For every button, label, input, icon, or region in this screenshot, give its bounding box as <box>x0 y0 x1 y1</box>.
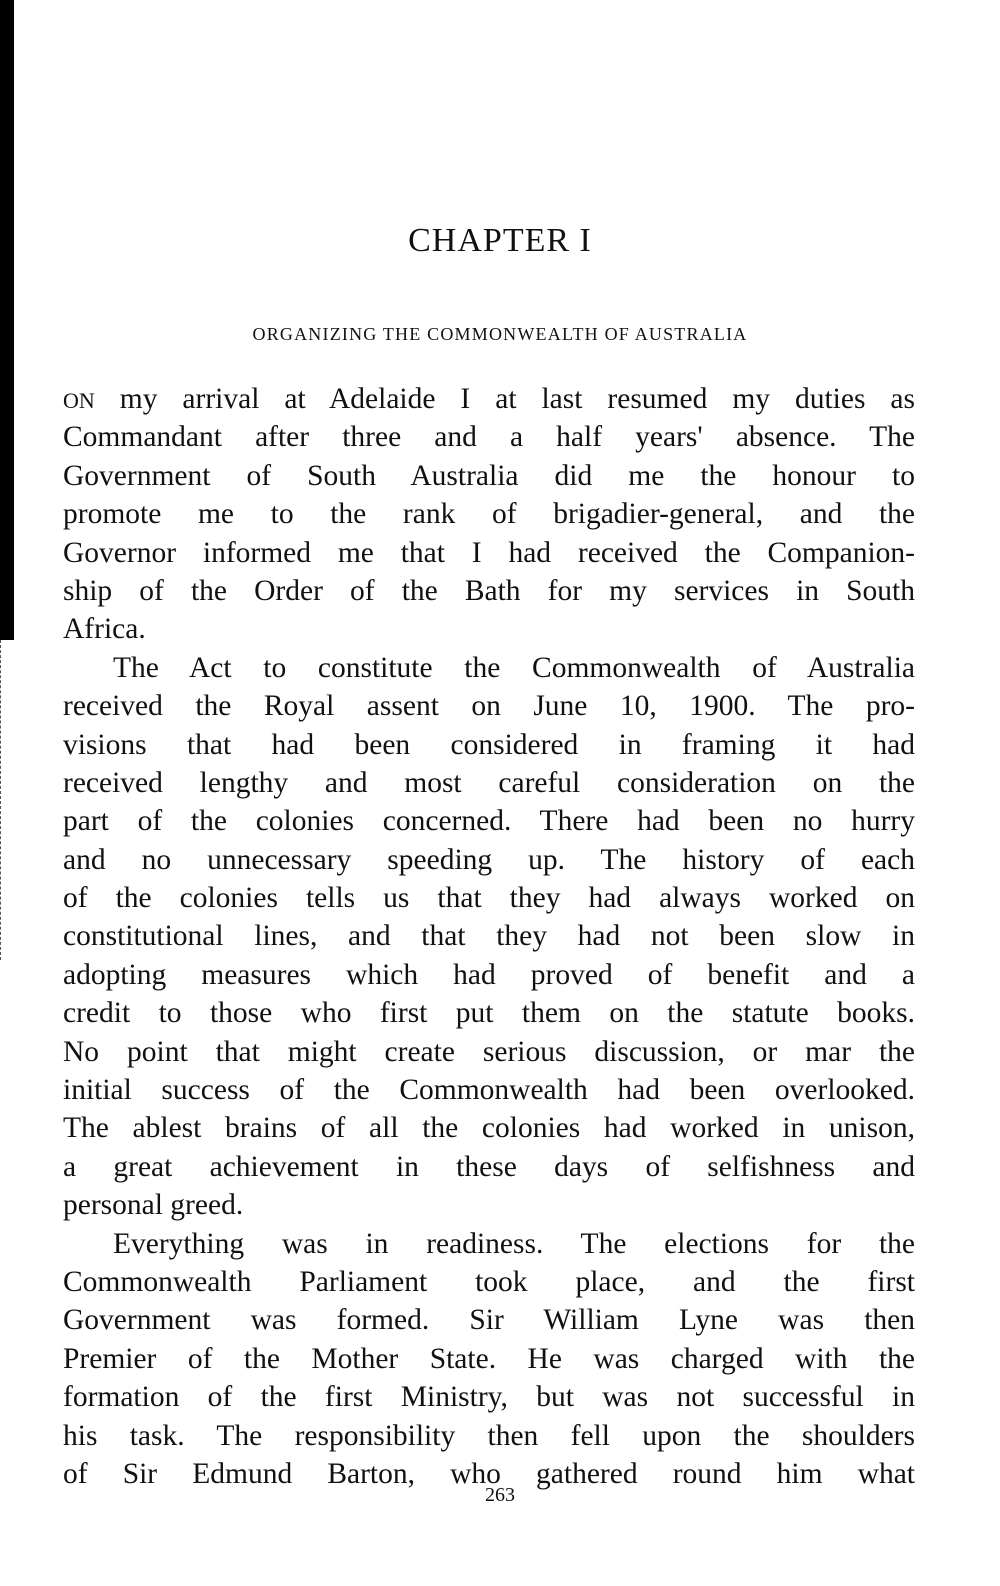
text-line: Commandant after three and a half years' absence. The <box>63 421 915 454</box>
text-line: of Sir Edmund Barton, who gathered round him what <box>63 1457 915 1490</box>
text-line: constitutional lines, and that they had not been slow in <box>63 920 915 953</box>
text-line: promote me to the rank of brigadier-general, and the <box>63 498 915 531</box>
scan-edge-trace <box>0 640 5 960</box>
text-line: The ablest brains of all the colonies had worked in unison, <box>63 1112 915 1145</box>
text-line: received the Royal assent on June 10, 1900. The pro- <box>63 690 915 723</box>
text-line: credit to those who first put them on the statute books. <box>63 997 915 1030</box>
text-line: part of the colonies concerned. There had been no hurry <box>63 805 915 838</box>
text-line: received lengthy and most careful consideration on the <box>63 766 915 799</box>
scan-edge-shadow <box>0 0 14 640</box>
chapter-subtitle: ORGANIZING THE COMMONWEALTH OF AUSTRALIA <box>252 324 748 344</box>
text-line <box>63 380 915 418</box>
text-line: Everything was in readiness. The elections for the <box>113 1227 915 1260</box>
page-number: 263 <box>485 1484 515 1506</box>
text-line: No point that might create serious discussion, or mar the <box>63 1035 915 1068</box>
text-line: The Act to constitute the Commonwealth of Australia <box>113 651 915 684</box>
text-line: Premier of the Mother State. He was charged with the <box>63 1342 915 1375</box>
text-line: formation of the first Ministry, but was not successful in <box>63 1381 915 1414</box>
text-line: visions that had been considered in framing it had <box>63 728 915 761</box>
text-line: Government was formed. Sir William Lyne was then <box>63 1304 915 1337</box>
text-line: Commonwealth Parliament took place, and the first <box>63 1265 915 1298</box>
text-line: personal greed. <box>63 1189 244 1222</box>
chapter-title: CHAPTER I <box>408 222 592 259</box>
text-line: his task. The responsibility then fell upon the shoulders <box>63 1419 915 1452</box>
drop-cap: ON <box>63 388 95 413</box>
text-line: of the colonies tells us that they had always worked on <box>63 882 915 915</box>
text-line: a great achievement in these days of selfishness and <box>63 1150 915 1183</box>
line-text: my arrival at Adelaide I at last resumed my duties as <box>94 383 915 415</box>
text-line: Governor informed me that I had received the Companion- <box>63 536 915 569</box>
text-line: adopting measures which had proved of benefit and a <box>63 958 915 991</box>
text-line: ship of the Order of the Bath for my services in South <box>63 574 915 607</box>
body-text <box>63 380 915 1493</box>
text-line: and no unnecessary speeding up. The history of each <box>63 843 915 876</box>
text-line: initial success of the Commonwealth had been overlooked. <box>63 1074 915 1107</box>
text-line: Government of South Australia did me the honour to <box>63 459 915 492</box>
text-line: Africa. <box>63 613 146 646</box>
